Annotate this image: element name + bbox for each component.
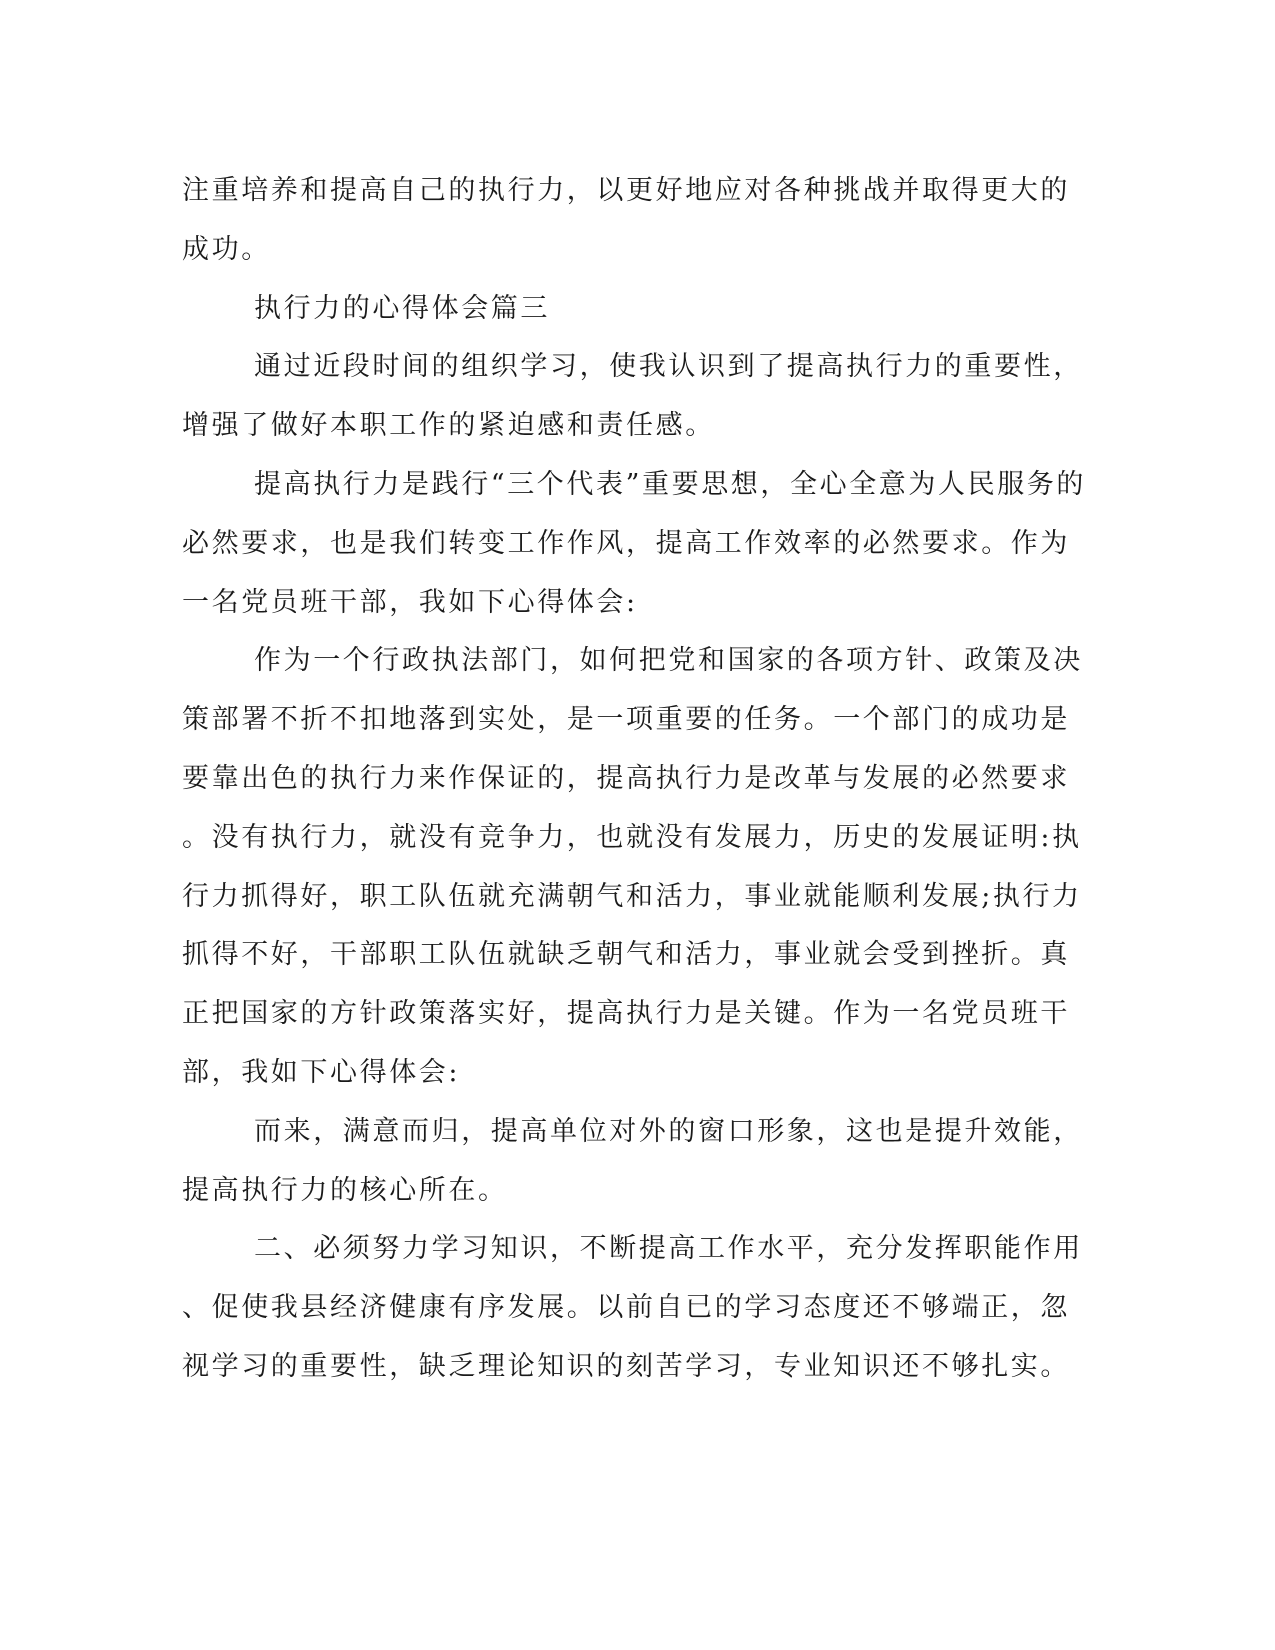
text-line-10: 策部署不折不扣地落到实处，是一项重要的任务。一个部门的成功是 — [182, 704, 1070, 736]
text-line-13: 行力抓得好，职工队伍就充满朝气和活力，事业就能顺利发展;执行力 — [182, 880, 1082, 912]
text-line-18: 提高执行力的核心所在。 — [182, 1174, 508, 1206]
text-line-7: 必然要求，也是我们转变工作作风，提高工作效率的必然要求。作为 — [182, 527, 1070, 559]
text-line-11: 要靠出色的执行力来作保证的，提高执行力是改革与发展的必然要求 — [182, 762, 1070, 794]
section-heading: 执行力的心得体会篇三 — [254, 292, 550, 324]
text-line-9: 作为一个行政执法部门，如何把党和国家的各项方针、政策及决 — [254, 645, 1083, 677]
text-line-12: 。没有执行力，就没有竞争力，也就没有发展力，历史的发展证明:执 — [182, 821, 1082, 853]
text-line-16: 部，我如下心得体会: — [182, 1056, 461, 1088]
text-line-8: 一名党员班干部，我如下心得体会: — [182, 586, 638, 618]
text-line-17: 而来，满意而归，提高单位对外的窗口形象，这也是提升效能， — [254, 1115, 1083, 1147]
text-line-1: 注重培养和提高自己的执行力，以更好地应对各种挑战并取得更大的 — [182, 175, 1070, 206]
text-line-4: 通过近段时间的组织学习，使我认识到了提高执行力的重要性， — [254, 351, 1083, 383]
text-line-20: 、促使我县经济健康有序发展。以前自已的学习态度还不够端正，忽 — [182, 1292, 1070, 1324]
text-line-14: 抓得不好，干部职工队伍就缺乏朝气和活力，事业就会受到挫折。真 — [182, 939, 1070, 971]
text-line-19: 二、必须努力学习知识，不断提高工作水平，充分发挥职能作用 — [254, 1233, 1083, 1265]
text-line-5: 增强了做好本职工作的紧迫感和责任感。 — [182, 410, 715, 442]
text-line-6: 提高执行力是践行“三个代表”重要思想，全心全意为人民服务的 — [254, 468, 1087, 500]
text-line-2: 成功。 — [182, 233, 271, 265]
document-body — [182, 162, 1087, 1397]
text-line-15: 正把国家的方针政策落实好，提高执行力是关键。作为一名党员班干 — [182, 998, 1070, 1030]
text-line-21: 视学习的重要性，缺乏理论知识的刻苦学习，专业知识还不够扎实。 — [182, 1350, 1070, 1382]
